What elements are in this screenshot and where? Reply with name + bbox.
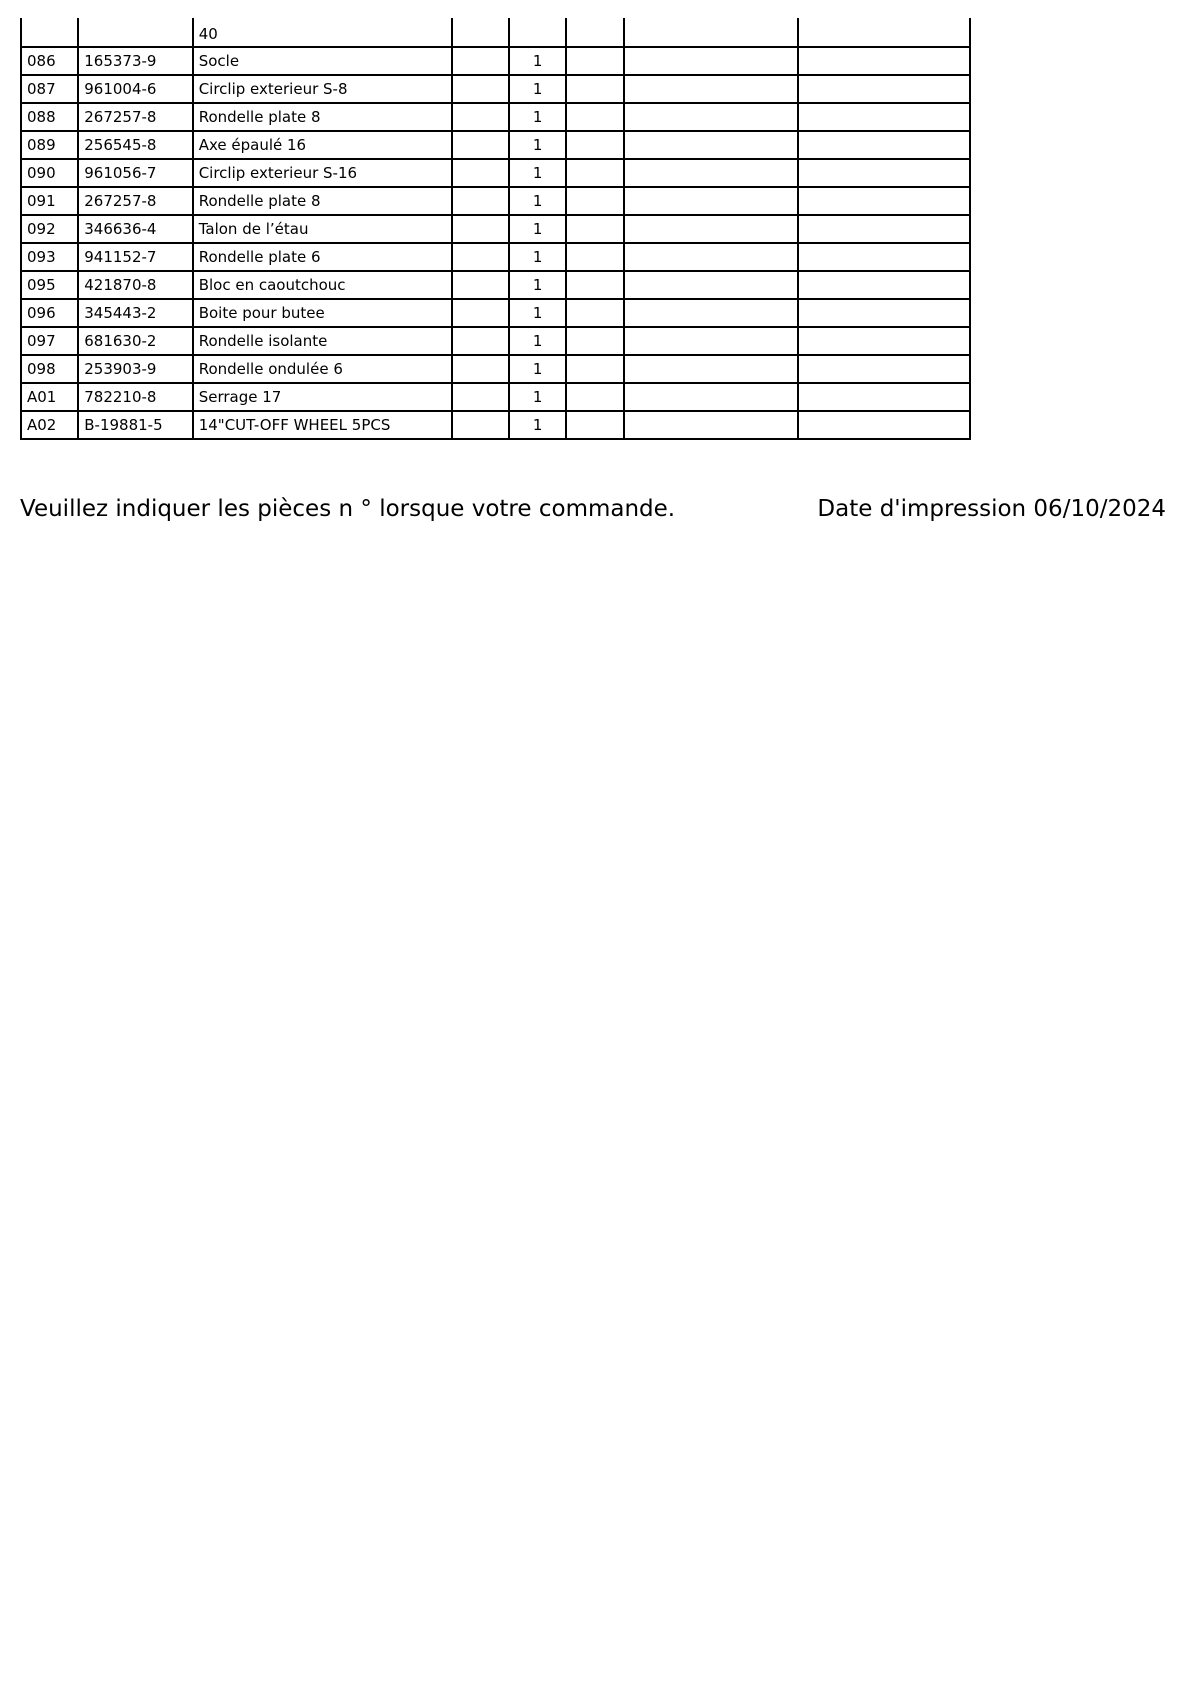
quantity-cell: 1: [509, 187, 566, 215]
blank-cell: [624, 243, 798, 271]
blank-cell: [624, 271, 798, 299]
blank-cell: [566, 75, 624, 103]
part-number-cell: 782210-8: [78, 383, 192, 411]
blank-cell: [566, 215, 624, 243]
blank-cell: [624, 299, 798, 327]
blank-cell: [452, 103, 509, 131]
quantity-cell: 1: [509, 103, 566, 131]
print-date: Date d'impression 06/10/2024: [817, 496, 1166, 522]
description-cell: Socle: [193, 47, 452, 75]
description-cell: 14"CUT-OFF WHEEL 5PCS: [193, 411, 452, 439]
table-row: [21, 18, 970, 47]
blank-cell: [798, 75, 970, 103]
description-cell: Boite pour butee: [193, 299, 452, 327]
table-row: [21, 327, 970, 355]
blank-cell: [566, 411, 624, 439]
blank-cell: [452, 47, 509, 75]
blank-cell: [452, 131, 509, 159]
blank-cell: [452, 327, 509, 355]
table-row: [21, 131, 970, 159]
blank-cell: [452, 243, 509, 271]
part-number-cell: [78, 18, 192, 47]
blank-cell: [624, 18, 798, 47]
table-row: [21, 411, 970, 439]
table-row: [21, 159, 970, 187]
blank-cell: [798, 187, 970, 215]
blank-cell: [798, 103, 970, 131]
quantity-cell: 1: [509, 327, 566, 355]
blank-cell: [798, 131, 970, 159]
item-number-cell: 091: [21, 187, 78, 215]
item-number-cell: 096: [21, 299, 78, 327]
blank-cell: [566, 187, 624, 215]
table-row: [21, 215, 970, 243]
table-row: [21, 187, 970, 215]
description-cell: 40: [193, 18, 452, 47]
quantity-cell: [509, 18, 566, 47]
blank-cell: [452, 299, 509, 327]
item-number-cell: 086: [21, 47, 78, 75]
blank-cell: [798, 18, 970, 47]
description-cell: Rondelle isolante: [193, 327, 452, 355]
blank-cell: [624, 75, 798, 103]
quantity-cell: 1: [509, 131, 566, 159]
order-instruction-note: Veuillez indiquer les pièces n ° lorsque votre commande.: [20, 496, 676, 522]
blank-cell: [624, 411, 798, 439]
item-number-cell: 097: [21, 327, 78, 355]
blank-cell: [566, 271, 624, 299]
description-cell: Rondelle plate 6: [193, 243, 452, 271]
blank-cell: [452, 383, 509, 411]
part-number-cell: 253903-9: [78, 355, 192, 383]
quantity-cell: 1: [509, 411, 566, 439]
table-row: [21, 243, 970, 271]
blank-cell: [624, 103, 798, 131]
parts-table-body: [21, 18, 970, 439]
blank-cell: [566, 243, 624, 271]
table-row: [21, 75, 970, 103]
blank-cell: [798, 411, 970, 439]
blank-cell: [452, 411, 509, 439]
part-number-cell: B-19881-5: [78, 411, 192, 439]
description-cell: Talon de l’étau: [193, 215, 452, 243]
blank-cell: [566, 131, 624, 159]
blank-cell: [624, 131, 798, 159]
blank-cell: [624, 215, 798, 243]
blank-cell: [452, 187, 509, 215]
quantity-cell: 1: [509, 271, 566, 299]
item-number-cell: 087: [21, 75, 78, 103]
blank-cell: [452, 215, 509, 243]
part-number-cell: 256545-8: [78, 131, 192, 159]
blank-cell: [566, 47, 624, 75]
blank-cell: [624, 187, 798, 215]
part-number-cell: 345443-2: [78, 299, 192, 327]
table-row: [21, 355, 970, 383]
blank-cell: [798, 47, 970, 75]
part-number-cell: 267257-8: [78, 187, 192, 215]
blank-cell: [566, 383, 624, 411]
item-number-cell: 095: [21, 271, 78, 299]
blank-cell: [566, 103, 624, 131]
blank-cell: [566, 355, 624, 383]
description-cell: Rondelle plate 8: [193, 187, 452, 215]
description-cell: Circlip exterieur S-8: [193, 75, 452, 103]
quantity-cell: 1: [509, 299, 566, 327]
quantity-cell: 1: [509, 159, 566, 187]
item-number-cell: 092: [21, 215, 78, 243]
table-row: [21, 271, 970, 299]
part-number-cell: 961056-7: [78, 159, 192, 187]
blank-cell: [452, 355, 509, 383]
item-number-cell: 089: [21, 131, 78, 159]
description-cell: Bloc en caoutchouc: [193, 271, 452, 299]
description-cell: Axe épaulé 16: [193, 131, 452, 159]
blank-cell: [798, 243, 970, 271]
blank-cell: [452, 75, 509, 103]
part-number-cell: 267257-8: [78, 103, 192, 131]
quantity-cell: 1: [509, 215, 566, 243]
blank-cell: [624, 47, 798, 75]
blank-cell: [624, 159, 798, 187]
blank-cell: [624, 327, 798, 355]
item-number-cell: A02: [21, 411, 78, 439]
quantity-cell: 1: [509, 243, 566, 271]
blank-cell: [624, 383, 798, 411]
item-number-cell: [21, 18, 78, 47]
blank-cell: [566, 299, 624, 327]
table-row: [21, 383, 970, 411]
part-number-cell: 421870-8: [78, 271, 192, 299]
quantity-cell: 1: [509, 383, 566, 411]
blank-cell: [452, 18, 509, 47]
blank-cell: [566, 327, 624, 355]
blank-cell: [798, 355, 970, 383]
part-number-cell: 165373-9: [78, 47, 192, 75]
description-cell: Rondelle plate 8: [193, 103, 452, 131]
blank-cell: [798, 159, 970, 187]
item-number-cell: 098: [21, 355, 78, 383]
quantity-cell: 1: [509, 75, 566, 103]
description-cell: Circlip exterieur S-16: [193, 159, 452, 187]
quantity-cell: 1: [509, 47, 566, 75]
item-number-cell: 093: [21, 243, 78, 271]
blank-cell: [798, 215, 970, 243]
blank-cell: [798, 383, 970, 411]
part-number-cell: 681630-2: [78, 327, 192, 355]
blank-cell: [452, 159, 509, 187]
blank-cell: [798, 299, 970, 327]
blank-cell: [452, 271, 509, 299]
item-number-cell: A01: [21, 383, 78, 411]
blank-cell: [566, 18, 624, 47]
blank-cell: [566, 159, 624, 187]
description-cell: Serrage 17: [193, 383, 452, 411]
quantity-cell: 1: [509, 355, 566, 383]
part-number-cell: 346636-4: [78, 215, 192, 243]
part-number-cell: 941152-7: [78, 243, 192, 271]
item-number-cell: 090: [21, 159, 78, 187]
description-cell: Rondelle ondulée 6: [193, 355, 452, 383]
table-row: [21, 47, 970, 75]
table-row: [21, 299, 970, 327]
blank-cell: [624, 355, 798, 383]
blank-cell: [798, 327, 970, 355]
blank-cell: [798, 271, 970, 299]
part-number-cell: 961004-6: [78, 75, 192, 103]
item-number-cell: 088: [21, 103, 78, 131]
table-row: [21, 103, 970, 131]
parts-table: [20, 18, 971, 440]
